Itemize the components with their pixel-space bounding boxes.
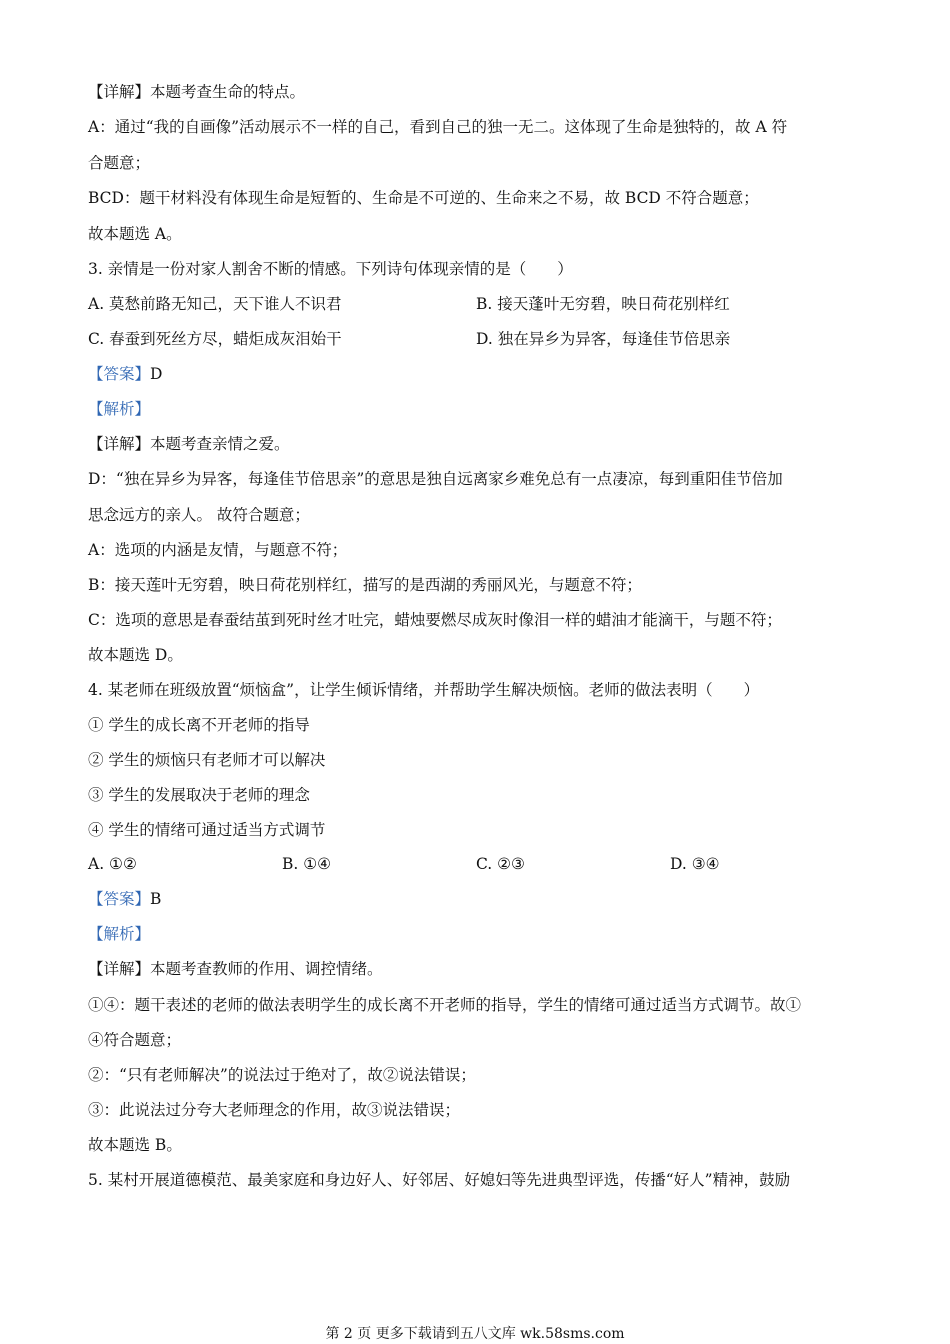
q3-option-c: C. 春蚕到死丝方尽，蜡炬成灰泪始干: [88, 330, 342, 348]
q4-conclusion: 故本题选 B。: [88, 1136, 182, 1154]
q4-option-c: C. ②③: [476, 855, 525, 873]
q4-option-a: A. ①②: [88, 855, 137, 873]
explain1-a-line2: 合题意；: [88, 154, 151, 172]
q4-explain-14-line1: ①④：题干表述的老师的做法表明学生的成长离不开老师的指导，学生的情绪可通过适当方式调节。故①: [88, 996, 802, 1014]
q4-item-3: ③ 学生的发展取决于老师的理念: [88, 786, 310, 804]
q5-stem: 5. 某村开展道德模范、最美家庭和身边好人、好邻居、好媳妇等先进典型评选，传播“好人”精神，鼓励: [88, 1171, 791, 1189]
answer-value: B: [150, 890, 162, 908]
q4-item-2: ② 学生的烦恼只有老师才可以解决: [88, 751, 326, 769]
q4-explain-3: ③：此说法过分夸大老师理念的作用，故③说法错误；: [88, 1101, 461, 1119]
q3-a-explain: A：选项的内涵是友情，与题意不符；: [88, 541, 348, 559]
q4-stem: 4. 某老师在班级放置“烦恼盒”，让学生倾诉情绪，并帮助学生解决烦恼。老师的做法表明（ ）: [88, 681, 760, 699]
q3-b-explain: B：接天莲叶无穷碧，映日荷花别样红，描写的是西湖的秀丽风光，与题意不符；: [88, 576, 642, 594]
q4-answer: [88, 889, 161, 909]
q4-option-d: D. ③④: [670, 855, 720, 873]
q3-detail: 【详解】本题考查亲情之爱。: [88, 435, 290, 453]
q3-option-b: B. 接天蓬叶无穷碧，映日荷花别样红: [476, 295, 730, 313]
answer-tag: 【答案】: [88, 890, 151, 908]
explain1-detail: 【详解】本题考查生命的特点。: [88, 83, 306, 101]
q3-c-explain: C：选项的意思是春蚕结茧到死时丝才吐完，蜡烛要燃尽成灰时像泪一样的蜡油才能滴干，与题不符；: [88, 611, 782, 629]
q3-analysis-tag: 【解析】: [88, 400, 151, 418]
q3-option-a: A. 莫愁前路无知己，天下谁人不识君: [88, 295, 342, 313]
explain1-a-line1: A：通过“我的自画像”活动展示不一样的自己，看到自己的独一无二。这体现了生命是独特的，故 A 符: [88, 118, 788, 136]
answer-tag: 【答案】: [88, 365, 151, 383]
q4-explain-2: ②：“只有老师解决”的说法过于绝对了，故②说法错误；: [88, 1066, 476, 1084]
page-footer: 第 2 页 更多下载请到五八文库 wk.58sms.com: [325, 1326, 625, 1342]
explain1-bcd: BCD：题干材料没有体现生命是短暂的、生命是不可逆的、生命来之不易，故 BCD 不符合题意；: [88, 189, 759, 207]
answer-value: D: [150, 365, 163, 383]
q4-option-b: B. ①④: [282, 855, 332, 873]
q3-option-d: D. 独在异乡为异客，每逢佳节倍思亲: [476, 330, 731, 348]
q3-d-line2: 思念远方的亲人。 故符合题意；: [88, 506, 310, 524]
q3-conclusion: 故本题选 D。: [88, 646, 183, 664]
q3-d-line1: D：“独在异乡为异客，每逢佳节倍思亲”的意思是独自远离家乡难免总有一点凄凉，每到重阳佳节倍加: [88, 470, 783, 488]
q4-item-4: ④ 学生的情绪可通过适当方式调节: [88, 821, 326, 839]
q4-item-1: ① 学生的成长离不开老师的指导: [88, 716, 310, 734]
explain1-conclusion: 故本题选 A。: [88, 225, 182, 243]
q4-analysis-tag: 【解析】: [88, 925, 151, 943]
q4-explain-14-line2: ④符合题意；: [88, 1031, 182, 1049]
q3-answer: [88, 364, 162, 384]
q4-detail: 【详解】本题考查教师的作用、调控情绪。: [88, 960, 383, 978]
q3-stem: 3. 亲情是一份对家人割舍不断的情感。下列诗句体现亲情的是（ ）: [88, 260, 573, 278]
